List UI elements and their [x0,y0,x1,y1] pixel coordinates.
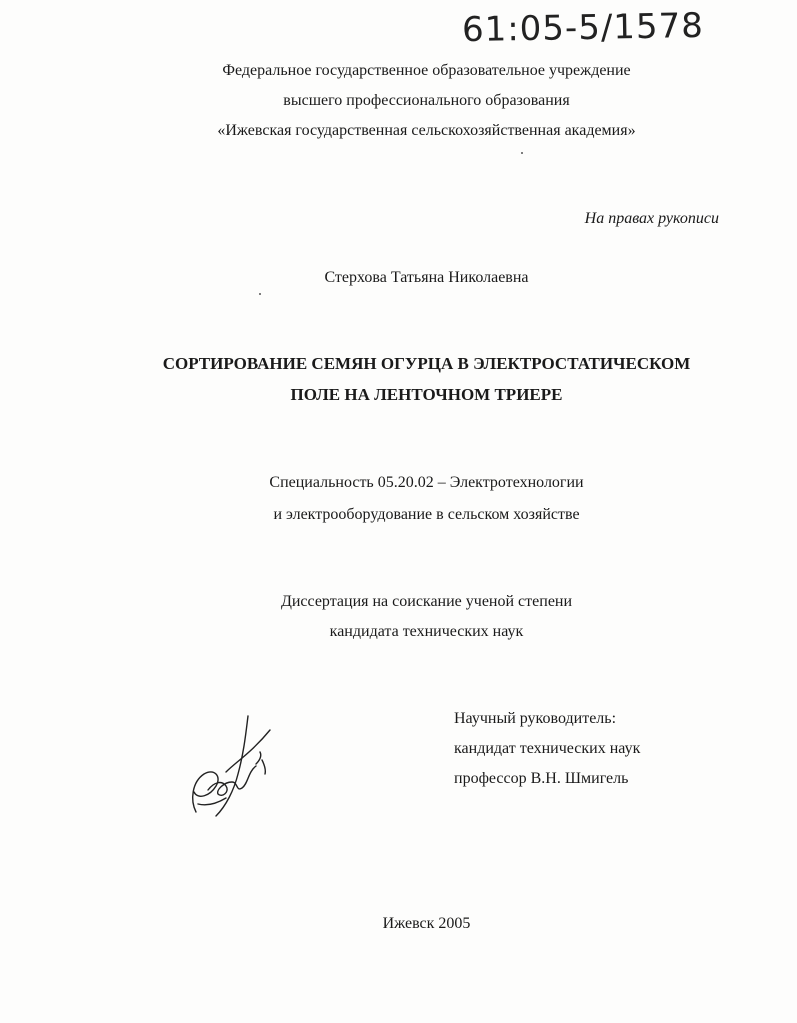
place-and-year: Ижевск 2005 [382,915,471,932]
institution-line-2: высшего профессионального образования [283,92,570,109]
degree-line-1: Диссертация на соискание ученой степени [280,593,573,610]
advisor-name: профессор В.Н. Шмигель [454,770,629,787]
author-name: Стерхова Татьяна Николаевна [324,269,529,286]
specialty-line-2: и электрооборудование в сельском хозяйстве [273,506,580,523]
scan-speck [521,152,523,154]
handwritten-signature [186,712,276,822]
institution-line-3: «Ижевская государственная сельскохозяйственная академия» [217,122,636,139]
advisor-degree: кандидат технических наук [454,740,641,757]
archive-code-handwritten: 61:05-5/1578 [461,5,705,51]
dissertation-title-line-1: СОРТИРОВАНИЕ СЕМЯН ОГУРЦА В ЭЛЕКТРОСТАТИЧЕСКОМ [162,354,691,373]
manuscript-note: На правах рукописи [584,210,719,227]
dissertation-title-line-2: ПОЛЕ НА ЛЕНТОЧНОМ ТРИЕРЕ [290,385,563,404]
scan-speck [259,293,261,295]
advisor-label: Научный руководитель: [454,710,617,727]
institution-line-1: Федеральное государственное образовательное учреждение [222,62,631,79]
specialty-line-1: Специальность 05.20.02 – Электротехнологии [269,474,584,491]
degree-line-2: кандидата технических наук [329,623,524,640]
